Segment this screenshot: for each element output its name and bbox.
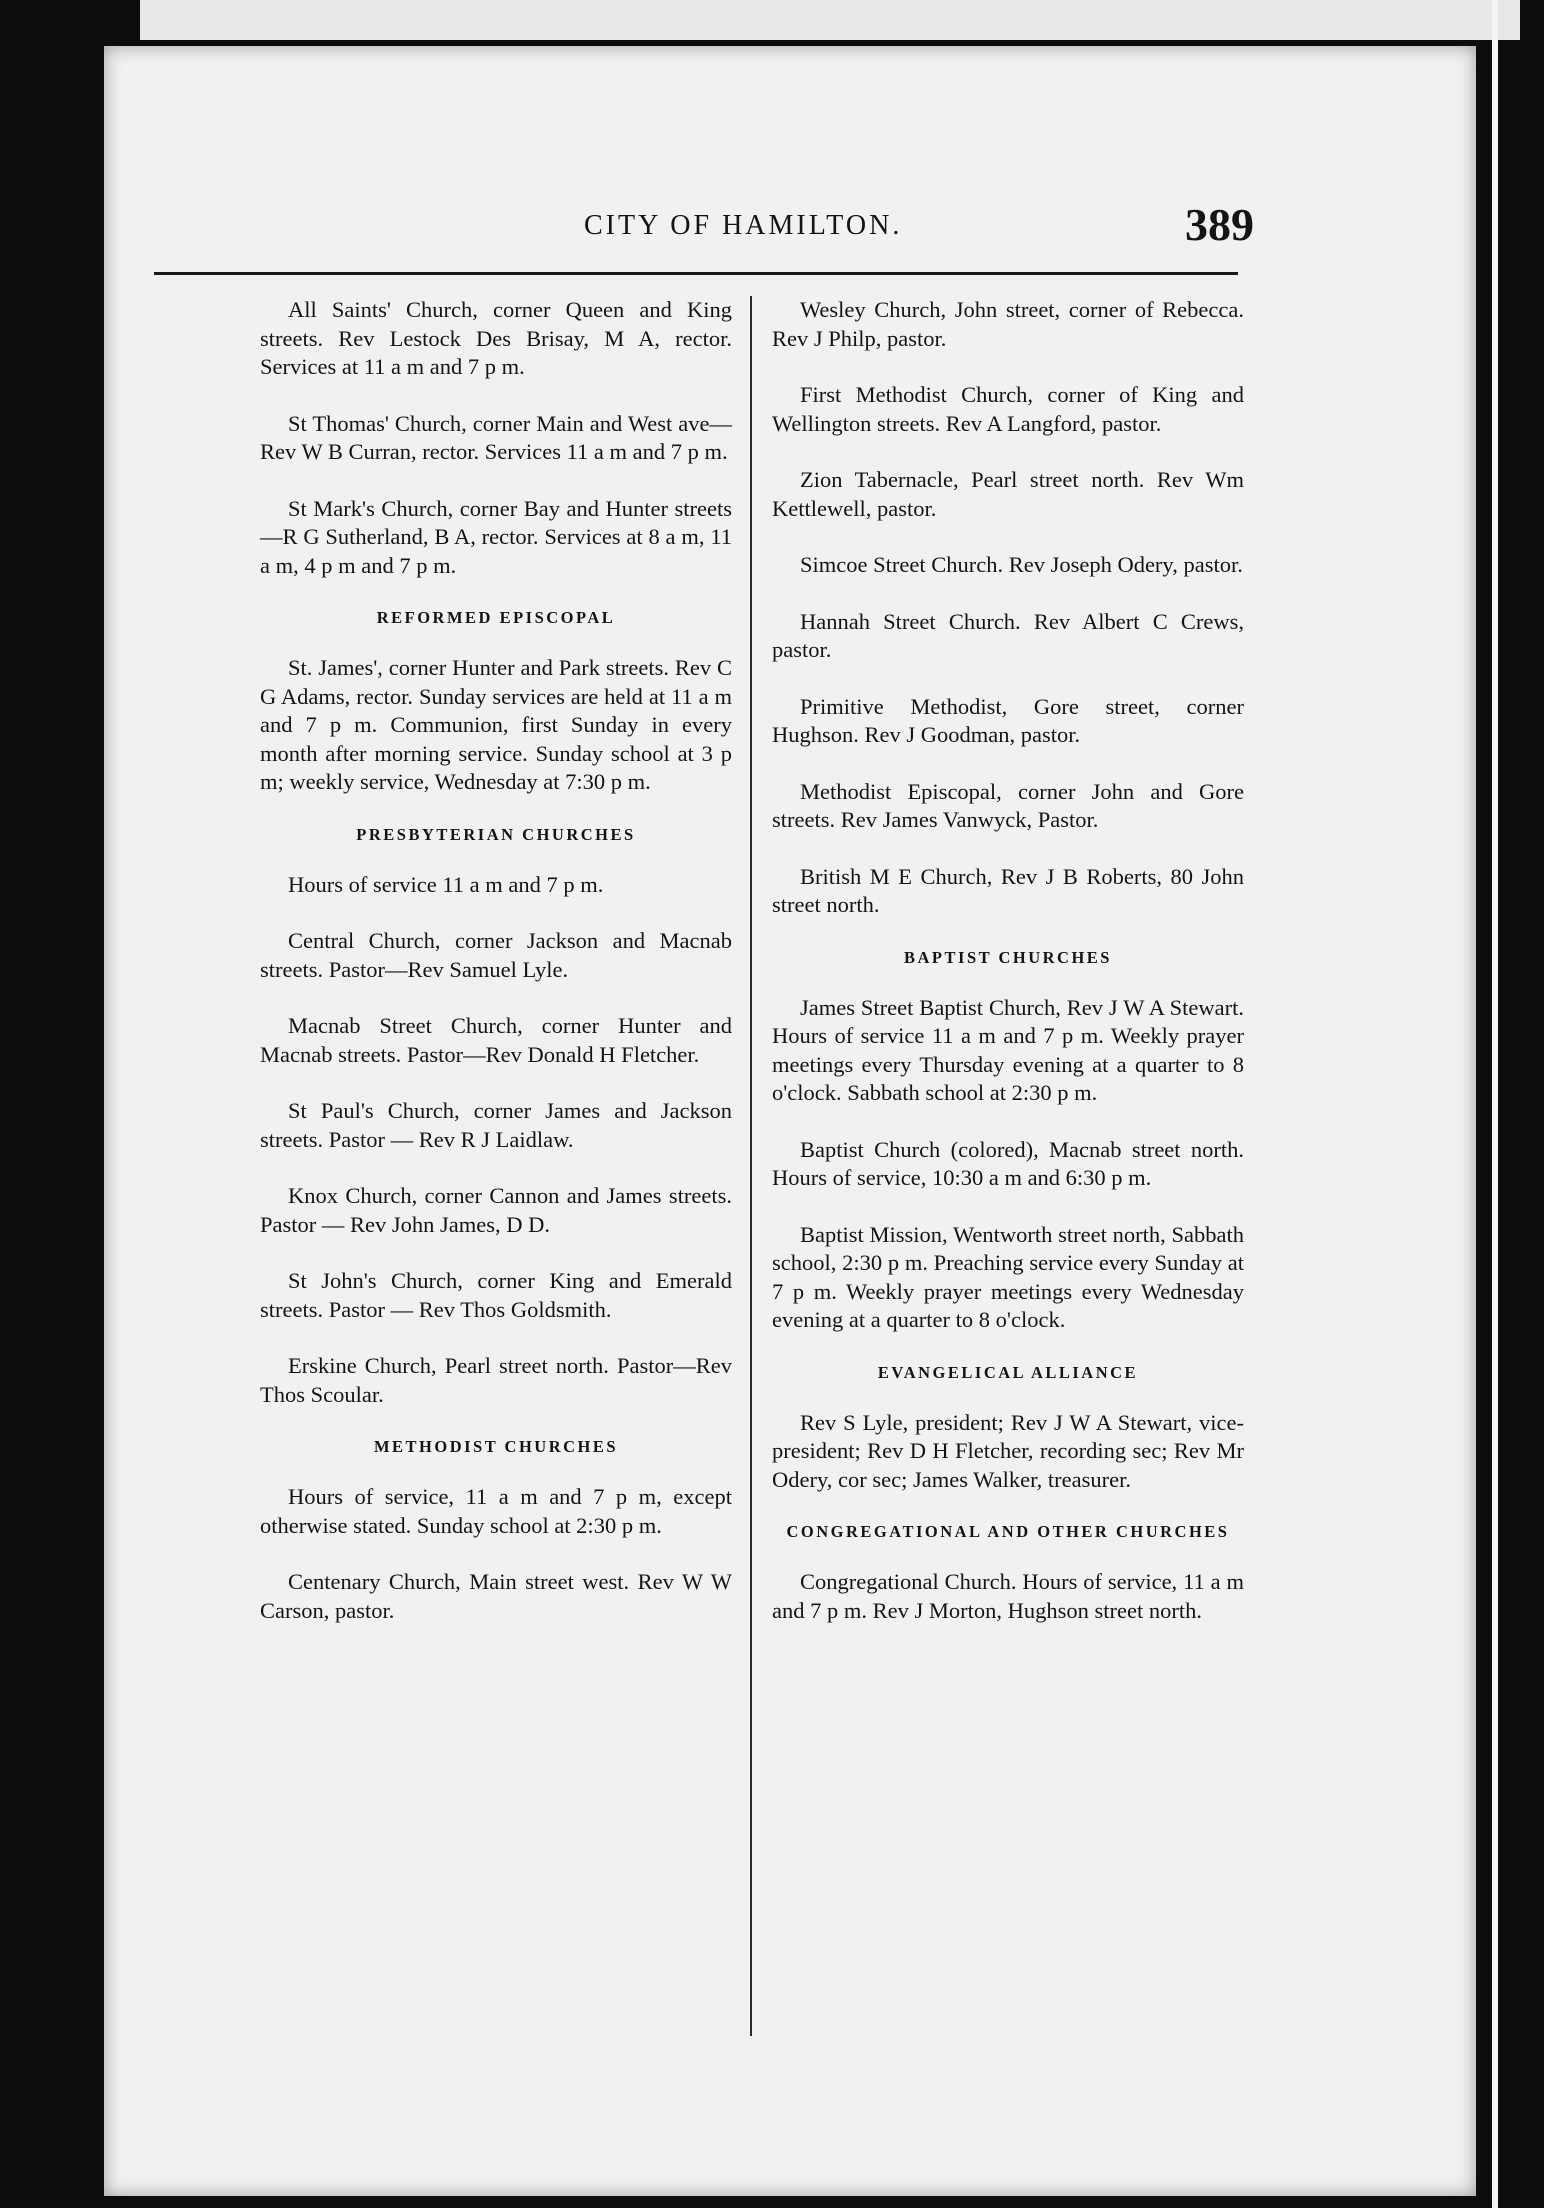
top-page-strip — [140, 0, 1520, 40]
church-entry: Central Church, corner Jackson and Macnab streets. Pastor—Rev Samuel Lyle. — [260, 928, 732, 982]
left-column — [260, 296, 732, 1653]
section-heading-presbyterian: PRESBYTERIAN CHURCHES — [356, 824, 636, 844]
running-head-title: CITY OF HAMILTON. — [584, 210, 903, 241]
church-entry: James Street Baptist Church, Rev J W A Stewart. Hours of service 11 a m and 7 p m. Weekly prayer meetings every Thursday evening at a quarter to 8 o'clock. Sabbath school at 2:30 p m. — [772, 994, 1244, 1105]
church-entry: St Paul's Church, corner James and Jackson streets. Pastor — Rev R J Laidlaw. — [260, 1098, 732, 1152]
section-heading-reformed-episcopal: REFORMED EPISCOPAL — [376, 608, 616, 627]
church-entry: Methodist Episcopal, corner John and Gore streets. Rev James Vanwyck, Pastor. — [772, 778, 1244, 832]
church-entry: Wesley Church, John street, corner of Rebecca. Rev J Philp, pastor. — [772, 297, 1244, 351]
church-entry: Macnab Street Church, corner Hunter and Macnab streets. Pastor—Rev Donald H Fletcher. — [260, 1013, 732, 1067]
right-page-edge — [1492, 0, 1498, 2208]
church-entry: Zion Tabernacle, Pearl street north. Rev Wm Kettlewell, pastor. — [772, 467, 1244, 521]
church-entry: Simcoe Street Church. Rev Joseph Odery, pastor. — [800, 552, 1243, 577]
church-entry: St. James', corner Hunter and Park streets. Rev C G Adams, rector. Sunday services are held at 11 a m and 7 p m. Communion, first Sunday in every month after morning service. Sunday school at 3 p m; weekly service, Wednesday at 7:30 p m. — [260, 655, 732, 794]
service-hours-note: Hours of service 11 a m and 7 p m. — [288, 871, 604, 897]
page-number: 389 — [1185, 199, 1254, 250]
section-heading-baptist: BAPTIST CHURCHES — [904, 947, 1112, 967]
church-entry: Primitive Methodist, Gore street, corner Hughson. Rev J Goodman, pastor. — [772, 693, 1244, 747]
alliance-officers: Rev S Lyle, president; Rev J W A Stewart, vice-president; Rev D H Fletcher, recording sec; Rev Mr Odery, cor sec; James Walker, treasurer. — [772, 1409, 1244, 1492]
church-entry: Baptist Church (colored), Macnab street north. Hours of service, 10:30 a m and 6:30 p m. — [772, 1136, 1244, 1190]
section-heading-congregational: CONGREGATIONAL AND OTHER CHURCHES — [786, 1522, 1230, 1541]
church-entry: British M E Church, Rev J B Roberts, 80 John street north. — [772, 863, 1244, 917]
church-entry: St Mark's Church, corner Bay and Hunter streets—R G Sutherland, B A, rector. Services at 8 a m, 11 a m, 4 p m and 7 p m. — [260, 495, 732, 578]
church-entry: Congregational Church. Hours of service, 11 a m and 7 p m. Rev J Morton, Hughson street north. — [772, 1569, 1244, 1623]
church-entry: St Thomas' Church, corner Main and West ave—Rev W B Curran, rector. Services 11 a m and 7 p m. — [260, 410, 732, 464]
church-entry: Erskine Church, Pearl street north. Pastor—Rev Thos Scoular. — [260, 1353, 732, 1407]
header-rule — [154, 272, 1238, 275]
church-entry: Hannah Street Church. Rev Albert C Crews, pastor. — [772, 608, 1244, 662]
church-entry: Centenary Church, Main street west. Rev W W Carson, pastor. — [260, 1569, 732, 1623]
right-column — [772, 296, 1244, 1653]
church-entry: All Saints' Church, corner Queen and King streets. Rev Lestock Des Brisay, M A, rector. Services at 11 a m and 7 p m. — [260, 297, 732, 379]
running-head — [154, 199, 1254, 266]
section-heading-evangelical-alliance: EVANGELICAL ALLIANCE — [877, 1362, 1139, 1382]
church-entry: Knox Church, corner Cannon and James streets. Pastor — Rev John James, D D. — [260, 1183, 732, 1237]
church-entry: St John's Church, corner King and Emerald streets. Pastor — Rev Thos Goldsmith. — [260, 1268, 732, 1322]
service-hours-note: Hours of service, 11 a m and 7 p m, except otherwise stated. Sunday school at 2:30 p m. — [260, 1484, 732, 1538]
column-divider — [750, 296, 752, 2036]
section-heading-methodist: METHODIST CHURCHES — [373, 1437, 619, 1456]
church-entry: Baptist Mission, Wentworth street north, Sabbath school, 2:30 p m. Preaching service every Sunday at 7 p m. Weekly prayer meetings every Wednesday evening at a quarter to 8 o'clock. — [772, 1221, 1244, 1332]
church-entry: First Methodist Church, corner of King and Wellington streets. Rev A Langford, pastor. — [772, 382, 1244, 436]
